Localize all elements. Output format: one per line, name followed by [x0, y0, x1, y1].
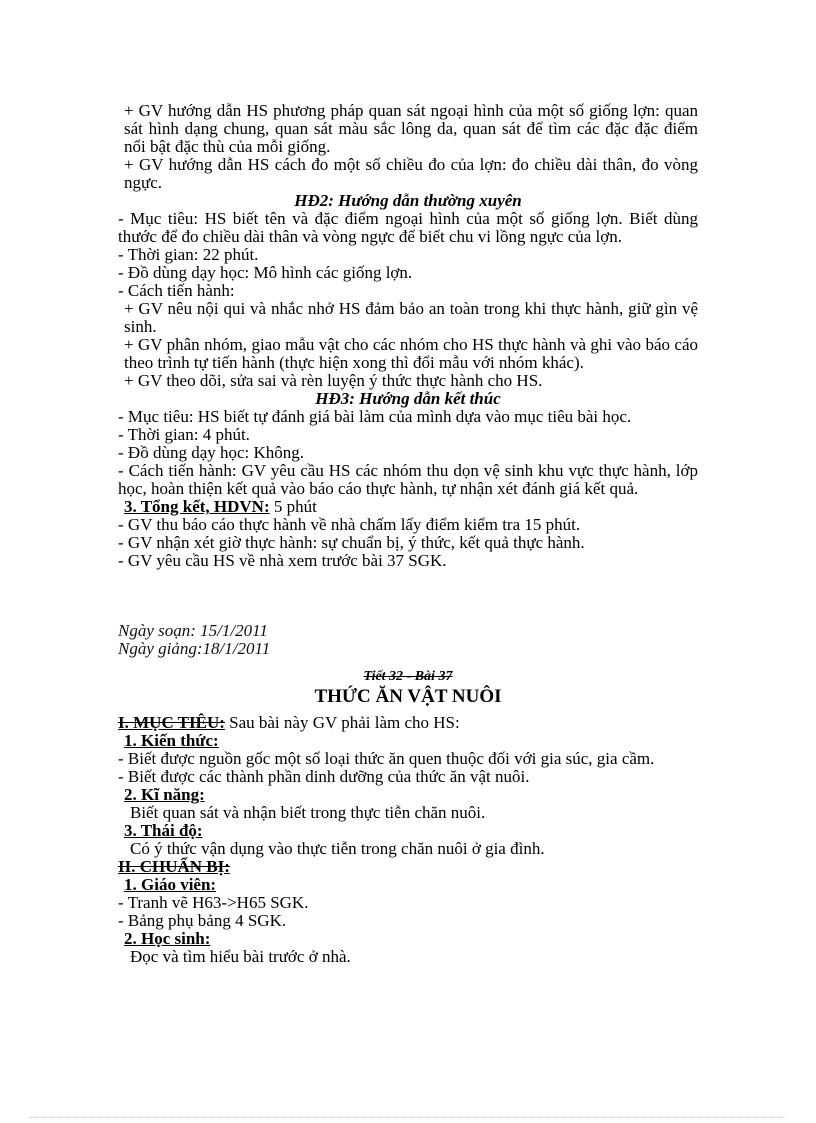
document-page [118, 102, 698, 966]
lesson-title: THỨC ĂN VẬT NUÔI [314, 686, 502, 707]
page-bottom-border [30, 1117, 786, 1118]
thai-do-heading [118, 822, 698, 840]
hd3-thoi-gian: - Thời gian: 4 phút. [118, 425, 250, 444]
kien-thuc-item-2: - Biết được các thành phần dinh dưỡng của thức ăn vật nuôi. [118, 767, 530, 786]
chuan-bi-heading [118, 858, 698, 876]
hd2-step-1: + GV nêu nội qui và nhắc nhở HS đảm bảo an toàn trong khi thực hành, giữ gìn vệ sinh. [124, 299, 698, 336]
ngay-giang: Ngày giảng:18/1/2011 [118, 639, 271, 658]
hoc-sinh-heading [118, 930, 698, 948]
thai-do-label: 3. Thái độ: [124, 821, 203, 840]
lesson-number: Tiết 32 - Bài 37 [363, 669, 453, 684]
hd3-do-dung: - Đồ dùng dạy học: Không. [118, 443, 305, 462]
hd2-step-3: + GV theo dõi, sửa sai và rèn luyện ý thức thực hành cho HS. [124, 371, 543, 390]
hd2-muc-tieu: - Mục tiêu: HS biết tên và đặc điểm ngoại hình của một số giống lợn. Biết dùng thước để đo chiều dài thân và vòng ngực để biết chu vi lồng ngực của lợn. [118, 209, 698, 246]
spacer [118, 570, 698, 622]
hd3-muc-tieu: - Mục tiêu: HS biết tự đánh giá bài làm của mình dựa vào mục tiêu bài học. [118, 407, 632, 426]
tong-ket-item-2: - GV nhận xét giờ thực hành: sự chuẩn bị, ý thức, kết quả thực hành. [118, 533, 585, 552]
muc-tieu-intro: Sau bài này GV phải làm cho HS: [224, 713, 460, 732]
giao-vien-heading [118, 876, 698, 894]
chuan-bi-label: II. CHUẨN BỊ: [118, 857, 230, 876]
tong-ket-item-1: - GV thu báo cáo thực hành về nhà chấm lấy điểm kiểm tra 15 phút. [118, 515, 581, 534]
hd2-step-2: + GV phân nhóm, giao mẫu vật cho các nhóm cho HS thực hành và ghi vào báo cáo theo trình tự tiến hành (thực hiện xong thì đổi mẫu với nhóm khác). [124, 335, 698, 372]
giao-vien-label: 1. Giáo viên: [124, 875, 217, 894]
hd2-do-dung: - Đồ dùng dạy học: Mô hình các giống lợn. [118, 263, 413, 282]
hoc-sinh-item: Đọc và tìm hiểu bài trước ở nhà. [130, 947, 351, 966]
muc-tieu-label: I. MỤC TIÊU: [118, 713, 225, 732]
hd2-heading: HĐ2: Hướng dẫn thường xuyên [294, 191, 522, 210]
giao-vien-item-2: - Bảng phụ bảng 4 SGK. [118, 911, 287, 930]
tong-ket-line [118, 498, 698, 516]
gv-guide-observe: + GV hướng dẫn HS phương pháp quan sát ngoại hình của một số giống lợn: quan sát hình dạng chung, quan sát màu sắc lông da, quan sát để tìm các đặc đặc điểm nổi bật đặc thù của mỗi giống. [124, 101, 698, 156]
ki-nang-item: Biết quan sát và nhận biết trong thực tiễn chăn nuôi. [130, 803, 486, 822]
kien-thuc-item-1: - Biết được nguồn gốc một số loại thức ăn quen thuộc đối với gia súc, gia cầm. [118, 749, 655, 768]
gv-guide-measure: + GV hướng dẫn HS cách đo một số chiều đo của lợn: đo chiều dài thân, đo vòng ngực. [124, 155, 698, 192]
giao-vien-item-1: - Tranh vẽ H63->H65 SGK. [118, 893, 309, 912]
ki-nang-label: 2. Kĩ năng: [124, 785, 205, 804]
ngay-soan: Ngày soạn: 15/1/2011 [118, 621, 268, 640]
hd3-cach-tien-hanh: - Cách tiến hành: GV yêu cầu HS các nhóm thu dọn vệ sinh khu vực thực hành, lớp học, hoàn thiện kết quả vào báo cáo thực hành, tự nhận xét đánh giá kết quả. [118, 461, 698, 498]
kien-thuc-heading [118, 732, 698, 750]
tong-ket-item-3: - GV yêu cầu HS về nhà xem trước bài 37 SGK. [118, 551, 447, 570]
muc-tieu-line [118, 714, 698, 732]
kien-thuc-label: 1. Kiến thức: [124, 731, 219, 750]
hd2-cach-tien-hanh: - Cách tiến hành: [118, 281, 235, 300]
tong-ket-time: 5 phút [269, 497, 317, 516]
hd2-thoi-gian: - Thời gian: 22 phút. [118, 245, 259, 264]
hd3-heading: HĐ3: Hướng dẫn kết thúc [315, 389, 501, 408]
tong-ket-label: 3. Tổng kết, HDVN: [124, 497, 270, 516]
thai-do-item: Có ý thức vận dụng vào thực tiễn trong chăn nuôi ở gia đình. [130, 839, 545, 858]
ki-nang-heading [118, 786, 698, 804]
spacer [118, 658, 698, 668]
hoc-sinh-label: 2. Học sinh: [124, 929, 211, 948]
